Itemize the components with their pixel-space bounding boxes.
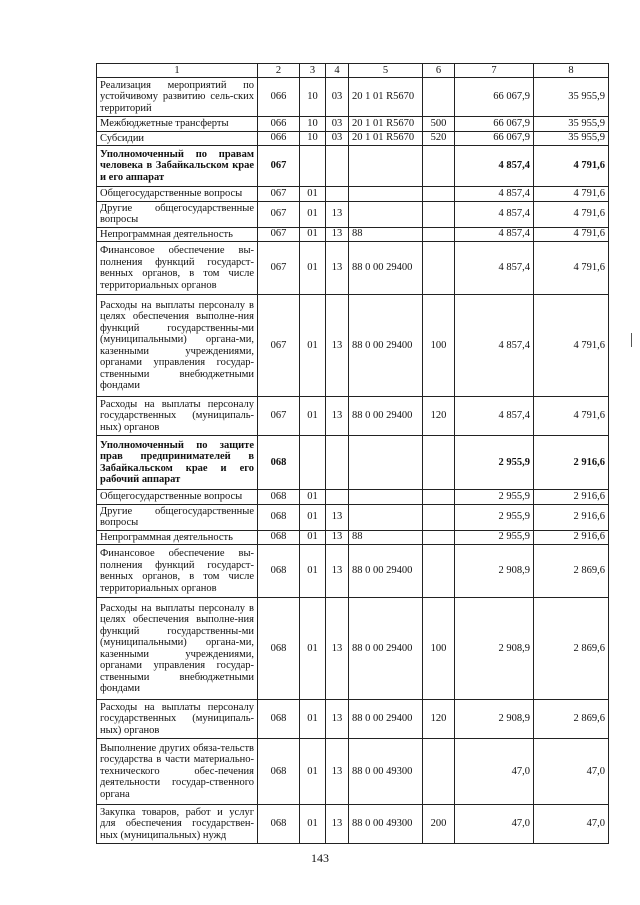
cell-amount-col7: 2 908,9 — [455, 598, 534, 700]
column-header: 7 — [455, 64, 534, 78]
cell-expense-type — [423, 201, 455, 227]
cell-name: Выполнение других обяза-тельств государства в части материально-технического обес-печения деятельности государ-ственного органа — [97, 739, 258, 805]
cell-amount-col8: 4 791,6 — [534, 397, 609, 436]
cell-expense-type: 120 — [423, 700, 455, 739]
table-row — [97, 131, 609, 146]
cell-expense-type: 200 — [423, 805, 455, 844]
cell-subsection — [326, 436, 349, 490]
cell-amount-col7: 2 955,9 — [455, 530, 534, 545]
table-row — [97, 598, 609, 700]
cell-amount-col8: 2 869,6 — [534, 545, 609, 598]
cell-name: Расходы на выплаты персоналу государственных (муниципаль-ных) органов — [97, 700, 258, 739]
cell-expense-type — [423, 504, 455, 530]
cell-amount-col7: 2 955,9 — [455, 504, 534, 530]
cell-subsection: 03 — [326, 131, 349, 146]
cell-target-article: 88 0 00 29400 — [349, 242, 423, 295]
cell-grbs: 068 — [258, 545, 300, 598]
cell-section: 10 — [300, 131, 326, 146]
cell-target-article — [349, 146, 423, 187]
cell-name: Расходы на выплаты персоналу в целях обеспечения выполне-ния функций государственны-ми (муниципальными) органа-ми, казенными учреждениями, органами управления государ-ственными внебюджетными фондами — [97, 598, 258, 700]
cell-section: 01 — [300, 201, 326, 227]
cell-grbs: 068 — [258, 504, 300, 530]
cell-expense-type — [423, 490, 455, 505]
table-header-row — [97, 64, 609, 78]
cell-section: 01 — [300, 397, 326, 436]
cell-amount-col7: 2 908,9 — [455, 700, 534, 739]
column-header: 2 — [258, 64, 300, 78]
cell-amount-col8: 47,0 — [534, 739, 609, 805]
cell-amount-col7: 47,0 — [455, 739, 534, 805]
cell-target-article: 88 0 00 29400 — [349, 598, 423, 700]
cell-subsection: 13 — [326, 739, 349, 805]
cell-expense-type: 120 — [423, 397, 455, 436]
table-row — [97, 78, 609, 117]
cell-expense-type — [423, 227, 455, 242]
cell-grbs: 068 — [258, 739, 300, 805]
cell-name: Другие общегосударственные вопросы — [97, 504, 258, 530]
cell-expense-type: 500 — [423, 117, 455, 132]
cell-grbs: 066 — [258, 78, 300, 117]
cell-grbs: 068 — [258, 530, 300, 545]
cell-expense-type — [423, 242, 455, 295]
cell-amount-col7: 4 857,4 — [455, 201, 534, 227]
cell-target-article: 88 — [349, 530, 423, 545]
cell-name: Закупка товаров, работ и услуг для обеспечения государствен-ных (муниципальных) нужд — [97, 805, 258, 844]
cell-subsection: 13 — [326, 805, 349, 844]
cell-target-article: 88 0 00 29400 — [349, 700, 423, 739]
cell-expense-type — [423, 146, 455, 187]
cell-target-article — [349, 187, 423, 202]
cell-subsection: 13 — [326, 227, 349, 242]
cell-subsection: 03 — [326, 78, 349, 117]
cell-section: 01 — [300, 805, 326, 844]
cell-amount-col7: 4 857,4 — [455, 397, 534, 436]
cell-target-article — [349, 504, 423, 530]
cell-amount-col7: 66 067,9 — [455, 131, 534, 146]
cell-grbs: 068 — [258, 805, 300, 844]
cell-amount-col8: 2 916,6 — [534, 530, 609, 545]
cell-amount-col7: 2 955,9 — [455, 436, 534, 490]
cell-target-article: 88 — [349, 227, 423, 242]
table-row — [97, 504, 609, 530]
cell-grbs: 067 — [258, 201, 300, 227]
cell-target-article: 20 1 01 R5670 — [349, 117, 423, 132]
cell-amount-col8: 4 791,6 — [534, 295, 609, 397]
cell-section: 01 — [300, 187, 326, 202]
cell-name: Общегосударственные вопросы — [97, 490, 258, 505]
cell-section: 10 — [300, 78, 326, 117]
cell-section: 01 — [300, 227, 326, 242]
table-row — [97, 117, 609, 132]
cell-grbs: 067 — [258, 295, 300, 397]
cell-grbs: 068 — [258, 490, 300, 505]
cell-subsection: 03 — [326, 117, 349, 132]
table-row — [97, 739, 609, 805]
table-row — [97, 805, 609, 844]
cell-name: Расходы на выплаты персоналу в целях обеспечения выполне-ния функций государственны-ми (муниципальными) органа-ми, казенными учреждениями, органами управления государ-ственными внебюджетными фондами — [97, 295, 258, 397]
cell-name: Непрограммная деятельность — [97, 530, 258, 545]
column-header: 3 — [300, 64, 326, 78]
cell-amount-col8: 2 869,6 — [534, 598, 609, 700]
cell-subsection: 13 — [326, 504, 349, 530]
cell-expense-type: 100 — [423, 295, 455, 397]
cell-section: 01 — [300, 530, 326, 545]
cell-target-article: 88 0 00 29400 — [349, 295, 423, 397]
cell-amount-col8: 2 916,6 — [534, 504, 609, 530]
column-header: 6 — [423, 64, 455, 78]
cell-amount-col7: 2 955,9 — [455, 490, 534, 505]
cell-section: 01 — [300, 490, 326, 505]
cell-name: Межбюджетные трансферты — [97, 117, 258, 132]
table-row — [97, 545, 609, 598]
cell-grbs: 068 — [258, 700, 300, 739]
cell-expense-type — [423, 78, 455, 117]
cell-section: 10 — [300, 117, 326, 132]
cell-name: Финансовое обеспечение вы-полнения функций государст-венных органов, в том числе территориальных органов — [97, 545, 258, 598]
cell-subsection: 13 — [326, 242, 349, 295]
cell-subsection: 13 — [326, 397, 349, 436]
cell-amount-col8: 4 791,6 — [534, 227, 609, 242]
table-row — [97, 295, 609, 397]
cell-amount-col7: 4 857,4 — [455, 146, 534, 187]
table-row — [97, 201, 609, 227]
table-row — [97, 187, 609, 202]
cell-target-article — [349, 436, 423, 490]
cell-grbs: 067 — [258, 397, 300, 436]
cell-subsection: 13 — [326, 530, 349, 545]
column-header: 1 — [97, 64, 258, 78]
cell-subsection: 13 — [326, 545, 349, 598]
cell-section — [300, 436, 326, 490]
cell-grbs: 066 — [258, 131, 300, 146]
cell-amount-col7: 66 067,9 — [455, 117, 534, 132]
cell-subsection: 13 — [326, 700, 349, 739]
cell-subsection — [326, 187, 349, 202]
cell-name: Финансовое обеспечение вы-полнения функций государст-венных органов, в том числе территориальных органов — [97, 242, 258, 295]
cell-section: 01 — [300, 504, 326, 530]
cell-amount-col7: 4 857,4 — [455, 242, 534, 295]
cell-target-article: 20 1 01 R5670 — [349, 78, 423, 117]
cell-amount-col8: 35 955,9 — [534, 117, 609, 132]
cell-expense-type — [423, 739, 455, 805]
table-row — [97, 490, 609, 505]
cell-target-article: 88 0 00 29400 — [349, 545, 423, 598]
cell-name: Уполномоченный по правам человека в Забайкальском крае и его аппарат — [97, 146, 258, 187]
cell-amount-col7: 47,0 — [455, 805, 534, 844]
table-row — [97, 530, 609, 545]
cell-grbs: 067 — [258, 242, 300, 295]
cell-expense-type — [423, 530, 455, 545]
cell-section: 01 — [300, 739, 326, 805]
cell-amount-col8: 4 791,6 — [534, 187, 609, 202]
cell-amount-col8: 4 791,6 — [534, 242, 609, 295]
table-row — [97, 227, 609, 242]
column-header: 5 — [349, 64, 423, 78]
cell-amount-col8: 2 916,6 — [534, 436, 609, 490]
budget-table — [96, 63, 609, 844]
cell-grbs: 067 — [258, 227, 300, 242]
cell-name: Другие общегосударственные вопросы — [97, 201, 258, 227]
cell-name: Общегосударственные вопросы — [97, 187, 258, 202]
cell-section — [300, 146, 326, 187]
cell-expense-type: 520 — [423, 131, 455, 146]
cell-amount-col7: 2 908,9 — [455, 545, 534, 598]
table-row — [97, 436, 609, 490]
cell-subsection: 13 — [326, 295, 349, 397]
cell-target-article — [349, 490, 423, 505]
cell-section: 01 — [300, 295, 326, 397]
cell-grbs: 067 — [258, 187, 300, 202]
cell-section: 01 — [300, 700, 326, 739]
cell-subsection: 13 — [326, 201, 349, 227]
cell-amount-col8: 47,0 — [534, 805, 609, 844]
cell-subsection: 13 — [326, 598, 349, 700]
cell-target-article — [349, 201, 423, 227]
table-row — [97, 397, 609, 436]
cell-amount-col8: 35 955,9 — [534, 131, 609, 146]
table-row — [97, 146, 609, 187]
cell-name: Непрограммная деятельность — [97, 227, 258, 242]
cell-target-article: 88 0 00 49300 — [349, 739, 423, 805]
margin-mark — [631, 333, 632, 347]
column-header: 4 — [326, 64, 349, 78]
cell-name: Уполномоченный по защите прав предпринимателей в Забайкальском крае и его рабочий аппарат — [97, 436, 258, 490]
cell-expense-type — [423, 187, 455, 202]
cell-name: Реализация мероприятий по устойчивому развитию сель-ских территорий — [97, 78, 258, 117]
cell-amount-col8: 35 955,9 — [534, 78, 609, 117]
cell-subsection — [326, 146, 349, 187]
cell-target-article: 88 0 00 29400 — [349, 397, 423, 436]
table-row — [97, 242, 609, 295]
cell-expense-type — [423, 545, 455, 598]
cell-section: 01 — [300, 242, 326, 295]
cell-subsection — [326, 490, 349, 505]
cell-amount-col7: 4 857,4 — [455, 187, 534, 202]
cell-name: Расходы на выплаты персоналу государственных (муниципаль-ных) органов — [97, 397, 258, 436]
cell-section: 01 — [300, 598, 326, 700]
cell-expense-type: 100 — [423, 598, 455, 700]
cell-name: Субсидии — [97, 131, 258, 146]
cell-amount-col8: 2 869,6 — [534, 700, 609, 739]
cell-target-article: 88 0 00 49300 — [349, 805, 423, 844]
cell-grbs: 068 — [258, 598, 300, 700]
cell-grbs: 066 — [258, 117, 300, 132]
column-header: 8 — [534, 64, 609, 78]
page-number: 143 — [311, 851, 329, 865]
cell-grbs: 067 — [258, 146, 300, 187]
cell-section: 01 — [300, 545, 326, 598]
cell-amount-col7: 4 857,4 — [455, 295, 534, 397]
cell-amount-col7: 66 067,9 — [455, 78, 534, 117]
cell-target-article: 20 1 01 R5670 — [349, 131, 423, 146]
cell-grbs: 068 — [258, 436, 300, 490]
table-row — [97, 700, 609, 739]
cell-amount-col8: 4 791,6 — [534, 201, 609, 227]
cell-amount-col7: 4 857,4 — [455, 227, 534, 242]
cell-expense-type — [423, 436, 455, 490]
cell-amount-col8: 4 791,6 — [534, 146, 609, 187]
cell-amount-col8: 2 916,6 — [534, 490, 609, 505]
